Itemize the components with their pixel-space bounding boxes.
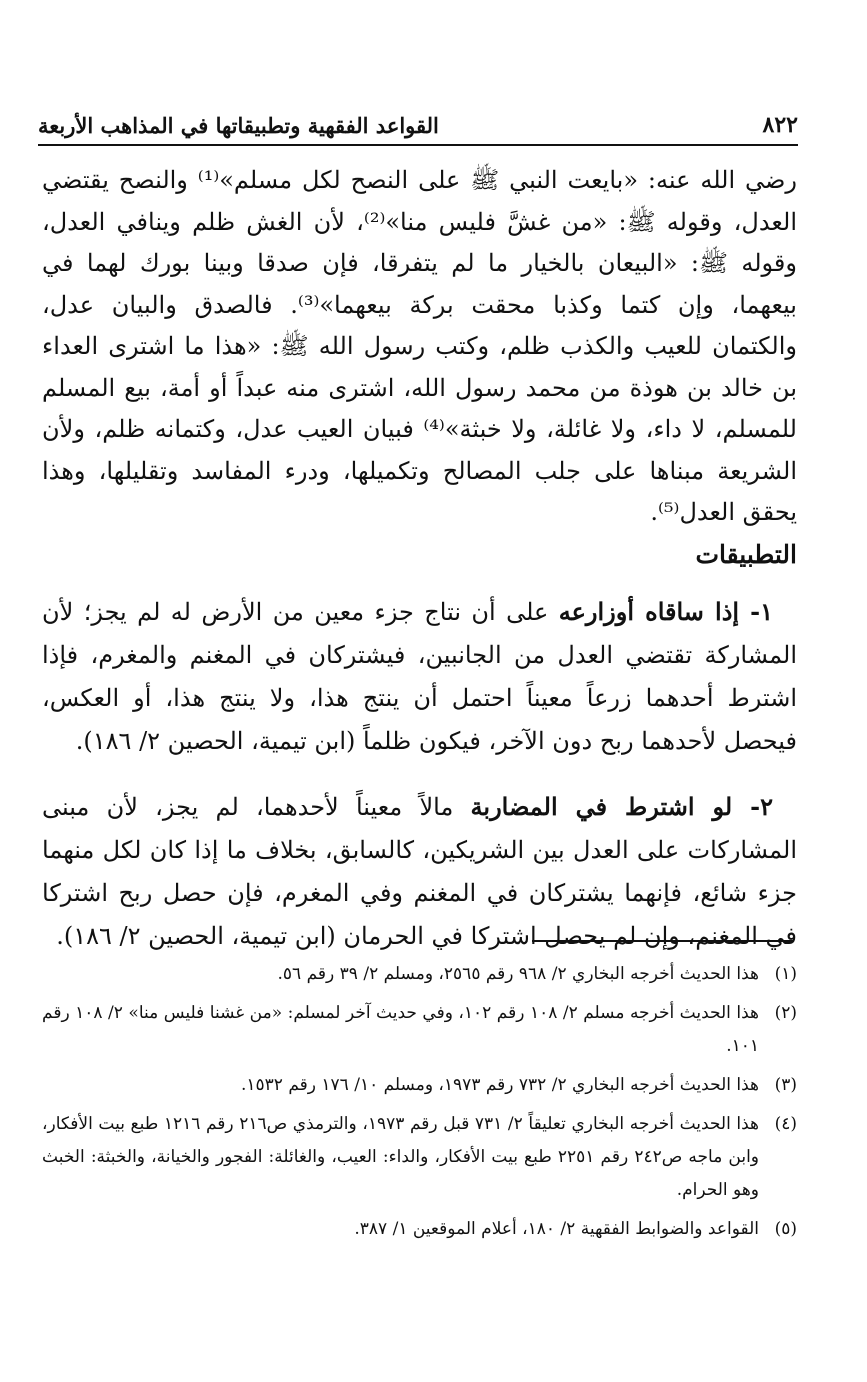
footnote-text: هذا الحديث أخرجه البخاري ٢/ ٩٦٨ رقم ٢٥٦٥، ومسلم ٢/ ٣٩ رقم ٥٦. [277, 964, 759, 984]
footnote-text: هذا الحديث أخرجه البخاري ٢/ ٧٣٢ رقم ١٩٧٣، ومسلم ١٠/ ١٧٦ رقم ١٥٣٢. [240, 1075, 759, 1095]
footnote-number: (٤) [774, 1114, 797, 1134]
footnote-number: (١) [774, 964, 797, 984]
footnote-divider [532, 940, 794, 942]
application-lead: ١- إذا ساقاه أوزارعه [558, 597, 774, 626]
footnote-number: (٣) [774, 1075, 797, 1095]
footnote [42, 997, 797, 1063]
footnotes [42, 958, 797, 1252]
main-text [42, 160, 797, 534]
footnote-text: هذا الحديث أخرجه مسلم ٢/ ١٠٨ رقم ١٠٢، وفي حديث آخر لمسلم: «من غشنا فليس منا» ٢/ ١٠٨ رقم ١٠١. [42, 1003, 760, 1056]
application-lead: ٢- لو اشترط في المضاربة [470, 792, 773, 821]
applications-list [42, 590, 797, 980]
page-number: ٨٢٢ [762, 112, 798, 138]
footnote [42, 1108, 797, 1207]
footnote-text: القواعد والضوابط الفقهية ٢/ ١٨٠، أعلام الموقعين ١/ ٣٨٧. [354, 1219, 759, 1239]
footnote [42, 1213, 797, 1246]
footnote-text: هذا الحديث أخرجه البخاري تعليقاً ٢/ ٧٣١ قبل رقم ١٩٧٣، والترمذي ص٢١٦ رقم ١٢١٦ طبع بيت الأفكار، وابن ماجه ص٢٤٢ رقم ٢٢٥١ طبع بيت الأفكار، والداء: العيب، والغائلة: الفجور والخيانة، والخبثة: الخبث وهو الحرام. [42, 1114, 760, 1200]
section-heading: التطبيقات [695, 540, 797, 569]
footnote-number: (٥) [774, 1219, 797, 1239]
page-header [38, 98, 798, 146]
application-item-2 [42, 785, 797, 958]
footnote [42, 1069, 797, 1102]
application-text: مالاً معيناً لأحدهما، لم يجز، لأن مبنى المشاركات على العدل بين الشريكين، كالسابق، بخلاف ما إذا كان لكل منهما جزء شائع، فإنهما يشتركان في المغنم وفي المغرم، فإن حصل ربح اشتركا في المغنم، وإن لم يحصل اشتركا في الحرمان (ابن تيمية، الحصين ٢/ ١٨٦). [42, 793, 797, 950]
footnote [42, 958, 797, 991]
footnote-number: (٢) [774, 1003, 797, 1023]
application-text: على أن نتاج جزء معين من الأرض له لم يجز؛ لأن المشاركة تقتضي العدل من الجانبين، فيشتركان في المغنم والمغرم، فإذا اشترط أحدهما زرعاً معيناً احتمل أن ينتج هذا، ولا ينتج هذا، أو العكس، فيحصل لأحدهما ربح دون الآخر، فيكون ظلماً (ابن تيمية، الحصين ٢/ ١٨٦). [42, 598, 797, 755]
application-item-1 [42, 590, 797, 763]
running-title: القواعد الفقهية وتطبيقاتها في المذاهب الأربعة [38, 113, 439, 138]
body-paragraph: رضي الله عنه: «بايعت النبي ﷺ على النصح لكل مسلم»⁽¹⁾ والنصح يقتضي العدل، وقوله ﷺ: «من غشَّ فليس منا»⁽²⁾، لأن الغش ظلم وينافي العدل، وقوله ﷺ: «البيعان بالخيار ما لم يتفرقا، فإن صدقا وبينا بورك لهما في بيعهما، وإن كتما وكذبا محقت بركة بيعهما»⁽³⁾. فالصدق والبيان عدل، والكتمان للعيب والكذب ظلم، وكتب رسول الله ﷺ: «هذا ما اشترى العداء بن خالد بن هوذة من محمد رسول الله، اشترى منه عبداً أو أمة، بيع المسلم للمسلم، لا داء، ولا غائلة، ولا خبثة»⁽⁴⁾ فبيان العيب عدل، وكتمانه ظلم، ولأن الشريعة مبناها على جلب المصالح وتكميلها، ودرء المفاسد وتقليلها، وهذا يحقق العدل⁽⁵⁾. [42, 166, 797, 526]
